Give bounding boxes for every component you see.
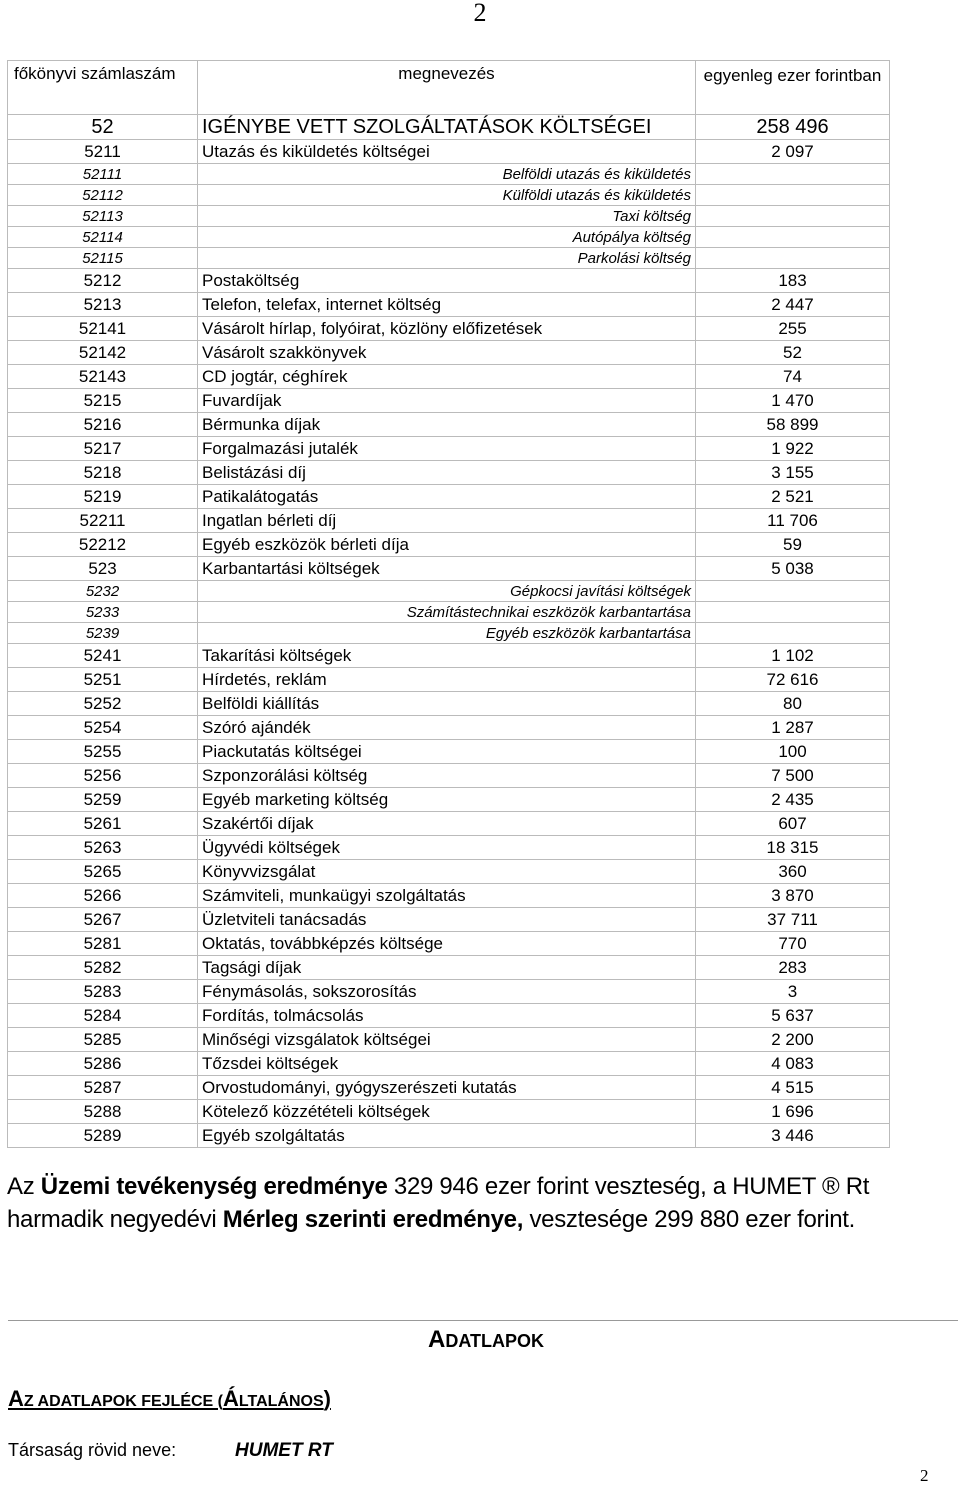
account-balance: 2 097 <box>696 140 890 164</box>
table-row <box>8 437 890 461</box>
account-code: 5283 <box>8 980 198 1004</box>
account-code: 52143 <box>8 365 198 389</box>
account-balance: 58 899 <box>696 413 890 437</box>
table-row <box>8 185 890 206</box>
account-name: Hírdetés, reklám <box>198 668 696 692</box>
adatlapok-rest: DATLAPOK <box>445 1331 545 1351</box>
table-row <box>8 115 890 140</box>
account-name: Számviteli, munkaügyi szolgáltatás <box>198 884 696 908</box>
table-row <box>8 1124 890 1148</box>
account-name: Belföldi utazás és kiküldetés <box>198 164 696 185</box>
account-name: Egyéb szolgáltatás <box>198 1124 696 1148</box>
account-name: Ingatlan bérleti díj <box>198 509 696 533</box>
fejlec-part-1: A <box>8 1386 24 1411</box>
account-balance: 3 155 <box>696 461 890 485</box>
account-code: 5259 <box>8 788 198 812</box>
account-code: 5285 <box>8 1028 198 1052</box>
account-name: Szóró ajándék <box>198 716 696 740</box>
account-balance: 74 <box>696 365 890 389</box>
table-row <box>8 836 890 860</box>
table-row <box>8 623 890 644</box>
account-code: 5287 <box>8 1076 198 1100</box>
table-row <box>8 533 890 557</box>
account-name: Forgalmazási jutalék <box>198 437 696 461</box>
account-code: 5261 <box>8 812 198 836</box>
account-balance: 5 038 <box>696 557 890 581</box>
account-balance: 283 <box>696 956 890 980</box>
account-code: 5265 <box>8 860 198 884</box>
account-name: Postaköltség <box>198 269 696 293</box>
account-name: Fuvardíjak <box>198 389 696 413</box>
account-code: 5218 <box>8 461 198 485</box>
account-name: Parkolási költség <box>198 248 696 269</box>
header-account-number: főkönyvi számlaszám <box>8 61 198 115</box>
account-code: 5267 <box>8 908 198 932</box>
table-row <box>8 1028 890 1052</box>
table-row <box>8 227 890 248</box>
account-name: Karbantartási költségek <box>198 557 696 581</box>
account-code: 5241 <box>8 644 198 668</box>
account-code: 52115 <box>8 248 198 269</box>
account-code: 5211 <box>8 140 198 164</box>
fejlec-part-2: Z ADATLAPOK FEJLÉCE ( <box>23 1393 223 1410</box>
account-code: 5212 <box>8 269 198 293</box>
account-balance <box>696 248 890 269</box>
table-row <box>8 164 890 185</box>
account-code: 5233 <box>8 602 198 623</box>
account-code: 5289 <box>8 1124 198 1148</box>
table-row <box>8 980 890 1004</box>
account-name: Utazás és kiküldetés költségei <box>198 140 696 164</box>
account-balance: 4 083 <box>696 1052 890 1076</box>
account-balance: 11 706 <box>696 509 890 533</box>
account-code: 52111 <box>8 164 198 185</box>
account-code: 52142 <box>8 341 198 365</box>
account-name: Minőségi vizsgálatok költségei <box>198 1028 696 1052</box>
table-row <box>8 485 890 509</box>
account-balance <box>696 581 890 602</box>
fejlec-part-4: LTALÁNOS <box>238 1393 324 1410</box>
account-balance: 258 496 <box>696 115 890 140</box>
account-balance: 7 500 <box>696 764 890 788</box>
account-code: 523 <box>8 557 198 581</box>
account-code: 52212 <box>8 533 198 557</box>
table-row <box>8 1052 890 1076</box>
account-code: 5215 <box>8 389 198 413</box>
ledger-table <box>7 60 890 1148</box>
account-name: Fénymásolás, sokszorosítás <box>198 980 696 1004</box>
table-row <box>8 884 890 908</box>
account-balance: 2 435 <box>696 788 890 812</box>
account-code: 5286 <box>8 1052 198 1076</box>
account-name: Egyéb marketing költség <box>198 788 696 812</box>
account-name: Vásárolt szakkönyvek <box>198 341 696 365</box>
account-name: Telefon, telefax, internet költség <box>198 293 696 317</box>
account-name: Piackutatás költségei <box>198 740 696 764</box>
table-row <box>8 140 890 164</box>
table-row <box>8 413 890 437</box>
table-row <box>8 581 890 602</box>
table-row <box>8 317 890 341</box>
table-row <box>8 908 890 932</box>
summary-text-3: vesztesége 299 880 ezer forint. <box>523 1206 856 1233</box>
account-code: 5216 <box>8 413 198 437</box>
account-code: 5282 <box>8 956 198 980</box>
account-name: Autópálya költség <box>198 227 696 248</box>
account-name: IGÉNYBE VETT SZOLGÁLTATÁSOK KÖLTSÉGEI <box>198 115 696 140</box>
fejlec-part-3: Á <box>223 1386 239 1411</box>
account-code: 52 <box>8 115 198 140</box>
summary-bold-operating-result: Üzemi tevékenység eredménye <box>40 1173 388 1200</box>
account-balance <box>696 623 890 644</box>
account-code: 5251 <box>8 668 198 692</box>
account-balance: 360 <box>696 860 890 884</box>
account-balance: 59 <box>696 533 890 557</box>
account-code: 52211 <box>8 509 198 533</box>
table-row <box>8 932 890 956</box>
account-code: 52113 <box>8 206 198 227</box>
table-row <box>8 860 890 884</box>
account-balance: 255 <box>696 317 890 341</box>
account-name: Vásárolt hírlap, folyóirat, közlöny előfizetések <box>198 317 696 341</box>
account-name: Takarítási költségek <box>198 644 696 668</box>
account-balance: 3 870 <box>696 884 890 908</box>
account-code: 5232 <box>8 581 198 602</box>
summary-text-1: Az <box>7 1173 41 1200</box>
company-name-value: HUMET RT <box>235 1440 333 1461</box>
summary-bold-balance-result: Mérleg szerinti eredménye, <box>222 1206 524 1233</box>
table-row <box>8 644 890 668</box>
account-balance: 4 515 <box>696 1076 890 1100</box>
account-balance: 770 <box>696 932 890 956</box>
account-balance: 2 447 <box>696 293 890 317</box>
account-name: Egyéb eszközök karbantartása <box>198 623 696 644</box>
account-balance: 80 <box>696 692 890 716</box>
account-name: Könyvvizsgálat <box>198 860 696 884</box>
account-balance: 5 637 <box>696 1004 890 1028</box>
table-row <box>8 293 890 317</box>
account-balance: 52 <box>696 341 890 365</box>
account-balance: 3 <box>696 980 890 1004</box>
account-balance: 72 616 <box>696 668 890 692</box>
account-code: 5284 <box>8 1004 198 1028</box>
account-balance <box>696 206 890 227</box>
table-row <box>8 668 890 692</box>
account-name: Oktatás, továbbképzés költsége <box>198 932 696 956</box>
table-row <box>8 788 890 812</box>
table-row <box>8 206 890 227</box>
account-balance: 2 200 <box>696 1028 890 1052</box>
account-balance: 100 <box>696 740 890 764</box>
table-row <box>8 1004 890 1028</box>
account-code: 5213 <box>8 293 198 317</box>
account-code: 5281 <box>8 932 198 956</box>
account-name: Fordítás, tolmácsolás <box>198 1004 696 1028</box>
account-code: 5288 <box>8 1100 198 1124</box>
account-code: 5263 <box>8 836 198 860</box>
table-row <box>8 389 890 413</box>
account-name: Kötelező közzétételi költségek <box>198 1100 696 1124</box>
account-code: 5252 <box>8 692 198 716</box>
account-balance: 1 470 <box>696 389 890 413</box>
account-name: Szponzorálási költség <box>198 764 696 788</box>
result-summary <box>7 1170 957 1236</box>
company-name-label: Társaság rövid neve: <box>8 1440 177 1460</box>
account-name: Belistázási díj <box>198 461 696 485</box>
table-header-row <box>8 61 890 115</box>
table-row <box>8 740 890 764</box>
table-row <box>8 365 890 389</box>
account-name: Külföldi utazás és kiküldetés <box>198 185 696 206</box>
account-name: Tagsági díjak <box>198 956 696 980</box>
account-code: 52114 <box>8 227 198 248</box>
account-balance: 2 521 <box>696 485 890 509</box>
account-balance <box>696 602 890 623</box>
account-balance: 18 315 <box>696 836 890 860</box>
account-name: Egyéb eszközök bérleti díja <box>198 533 696 557</box>
section-heading-header <box>8 1386 331 1412</box>
table-row <box>8 557 890 581</box>
account-code: 5239 <box>8 623 198 644</box>
section-title-adatlapok <box>428 1326 544 1354</box>
account-balance: 1 696 <box>696 1100 890 1124</box>
account-code: 52112 <box>8 185 198 206</box>
table-row <box>8 764 890 788</box>
table-row <box>8 509 890 533</box>
account-code: 5266 <box>8 884 198 908</box>
account-balance: 183 <box>696 269 890 293</box>
table-row <box>8 269 890 293</box>
account-balance: 1 102 <box>696 644 890 668</box>
account-name: Belföldi kiállítás <box>198 692 696 716</box>
account-name: Szakértői díjak <box>198 812 696 836</box>
account-balance: 1 287 <box>696 716 890 740</box>
account-code: 5256 <box>8 764 198 788</box>
account-code: 5254 <box>8 716 198 740</box>
account-balance: 3 446 <box>696 1124 890 1148</box>
table-row <box>8 1100 890 1124</box>
account-name: CD jogtár, céghírek <box>198 365 696 389</box>
account-balance: 607 <box>696 812 890 836</box>
table-row <box>8 1076 890 1100</box>
account-code: 5255 <box>8 740 198 764</box>
account-name: Tőzsdei költségek <box>198 1052 696 1076</box>
account-name: Orvostudományi, gyógyszerészeti kutatás <box>198 1076 696 1100</box>
account-name: Gépkocsi javítási költségek <box>198 581 696 602</box>
account-name: Bérmunka díjak <box>198 413 696 437</box>
account-name: Üzletviteli tanácsadás <box>198 908 696 932</box>
account-name: Ügyvédi költségek <box>198 836 696 860</box>
table-row <box>8 602 890 623</box>
account-code: 5217 <box>8 437 198 461</box>
header-balance: egyenleg ezer forintban <box>696 61 890 115</box>
account-balance <box>696 185 890 206</box>
account-balance: 37 711 <box>696 908 890 932</box>
table-row <box>8 248 890 269</box>
page-number-top: 2 <box>473 0 487 27</box>
table-row <box>8 692 890 716</box>
adatlapok-initial: A <box>428 1326 446 1353</box>
table-row <box>8 461 890 485</box>
table-row <box>8 812 890 836</box>
account-code: 5219 <box>8 485 198 509</box>
account-name: Patikalátogatás <box>198 485 696 509</box>
summary-text-2: 329 946 ezer forint veszteség, a HUMET ® Rt harmadik negyedévi <box>7 1173 870 1233</box>
page-number-bottom: 2 <box>920 1466 929 1485</box>
account-balance: 1 922 <box>696 437 890 461</box>
account-balance <box>696 164 890 185</box>
header-description: megnevezés <box>198 61 696 115</box>
table-row <box>8 341 890 365</box>
account-name: Taxi költség <box>198 206 696 227</box>
table-row <box>8 716 890 740</box>
fejlec-part-5: ) <box>323 1386 331 1411</box>
section-divider <box>8 1320 958 1321</box>
table-row <box>8 956 890 980</box>
account-name: Számítástechnikai eszközök karbantartása <box>198 602 696 623</box>
account-code: 52141 <box>8 317 198 341</box>
account-balance <box>696 227 890 248</box>
